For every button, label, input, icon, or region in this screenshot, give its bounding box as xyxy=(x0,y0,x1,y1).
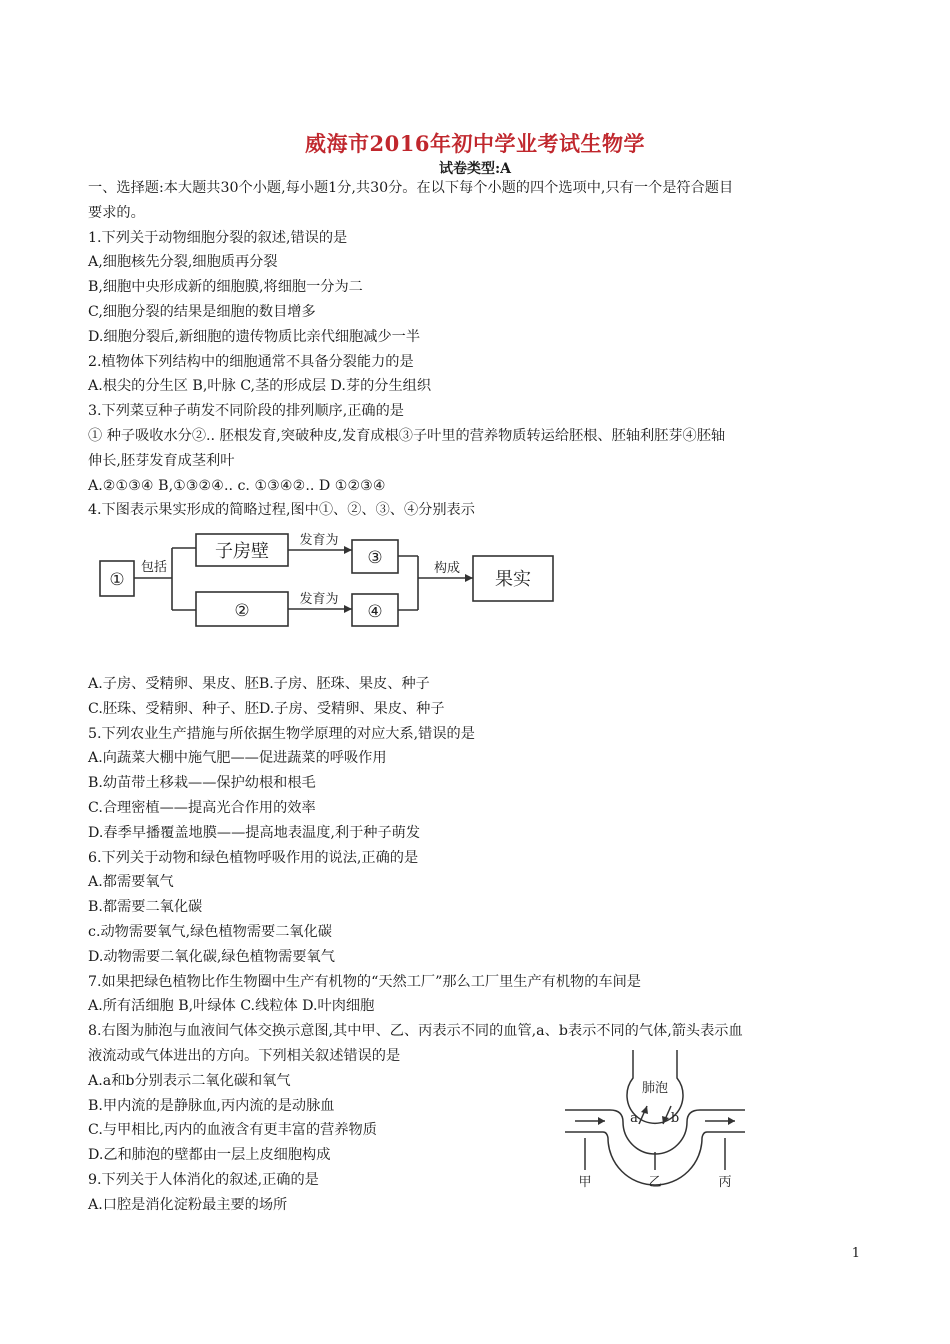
text-line: B.幼苗带土移栽——保护幼根和根毛 xyxy=(88,775,316,792)
edge-label-contains: 包括 xyxy=(140,560,168,575)
text-line: 3.下列菜豆种子萌发不同阶段的排列顺序,正确的是 xyxy=(88,403,404,420)
text-line: D.乙和肺泡的壁都由一层上皮细胞构成 xyxy=(88,1147,331,1164)
text-line: C.与甲相比,丙内的血液含有更丰富的营养物质 xyxy=(88,1122,377,1139)
text-line: 要求的。 xyxy=(88,204,145,221)
text-line: A.口腔是消化淀粉最主要的场所 xyxy=(88,1196,288,1213)
node-ovary-wall: 子房壁 xyxy=(215,541,269,562)
text-line: B,细胞中央形成新的细胞膜,将细胞一分为二 xyxy=(88,279,363,296)
questions-block-1 xyxy=(88,176,878,523)
vessel-bing-label: 丙 xyxy=(718,1175,732,1190)
text-line: 7.如果把绿色植物比作生物圈中生产有机物的“天然工厂”那么工厂里生产有机物的车间是 xyxy=(88,973,641,990)
text-line: 8.右图为肺泡与血液间气体交换示意图,其中甲、乙、丙表示不同的血管,a、b表示不同的气体,箭头表示血 xyxy=(88,1023,743,1040)
text-line: D.细胞分裂后,新细胞的遗传物质比亲代细胞减少一半 xyxy=(88,328,421,345)
text-line: A.a和b分别表示二氧化碳和氧气 xyxy=(88,1072,291,1089)
text-line: 液流动或气体进出的方向。下列相关叙述错误的是 xyxy=(88,1048,401,1064)
text-line: 4.下图表示果实形成的简略过程,图中①、②、③、④分别表示 xyxy=(88,502,475,519)
edge-label-develops-bottom: 发育为 xyxy=(299,592,339,607)
alveolus-gas-exchange-diagram xyxy=(555,1040,755,1200)
text-line: C.胚珠、受精卵、种子、胚D.子房、受精卵、果皮、种子 xyxy=(88,700,445,717)
alveolus-label: 肺泡 xyxy=(641,1081,669,1096)
text-line: 一、选择题:本大题共30个小题,每小题1分,共30分。在以下每个小题的四个选项中,只有一个是符合题目 xyxy=(88,180,734,196)
text-line: 9.下列关于人体消化的叙述,正确的是 xyxy=(88,1171,319,1188)
page-number: 1 xyxy=(851,1246,860,1261)
text-line: 伸长,胚芽发育成茎利叶 xyxy=(88,452,235,469)
node-2: ② xyxy=(234,601,250,621)
gas-b-label: b xyxy=(670,1111,680,1126)
text-line: 6.下列关于动物和绿色植物呼吸作用的说法,正确的是 xyxy=(88,849,419,866)
questions-block-2 xyxy=(88,672,878,1044)
text-line: D.春季早播覆盖地膜——提高地表温度,利于种子萌发 xyxy=(88,824,421,841)
edge-label-forms: 构成 xyxy=(433,561,461,576)
text-line: A.②①③④ B,①③②④.. c. ①③④②.. D ①②③④ xyxy=(88,477,386,494)
text-line: C.合理密植——提高光合作用的效率 xyxy=(88,799,316,816)
text-line: A.都需要氧气 xyxy=(88,874,174,891)
text-line: D.动物需要二氧化碳,绿色植物需要氧气 xyxy=(88,948,335,965)
fruit-formation-diagram xyxy=(95,528,565,648)
node-1: ① xyxy=(109,570,125,590)
text-line: 2.植物体下列结构中的细胞通常不具备分裂能力的是 xyxy=(88,353,414,370)
edge-label-develops-top: 发育为 xyxy=(299,533,339,548)
text-line: A.子房、受精卵、果皮、胚B.子房、胚珠、果皮、种子 xyxy=(88,676,430,692)
vessel-jia-label: 甲 xyxy=(578,1175,592,1190)
text-line: A.根尖的分生区 B,叶脉 C,茎的形成层 D.芽的分生组织 xyxy=(88,378,432,395)
text-line: 1.下列关于动物细胞分裂的叙述,错误的是 xyxy=(88,229,348,246)
questions-block-3 xyxy=(88,1044,878,1218)
text-line: B.甲内流的是静脉血,丙内流的是动脉血 xyxy=(88,1097,335,1114)
node-3: ③ xyxy=(367,548,383,568)
text-line: A.向蔬菜大棚中施气肥——促进蔬菜的呼吸作用 xyxy=(88,750,387,767)
exam-type: 试卷类型:A xyxy=(438,161,512,177)
node-fruit: 果实 xyxy=(495,569,531,590)
vessel-yi-label: 乙 xyxy=(648,1175,662,1190)
text-line: C,细胞分裂的结果是细胞的数目增多 xyxy=(88,303,316,320)
text-line: B.都需要二氧化碳 xyxy=(88,899,203,916)
text-line: c.动物需要氧气,绿色植物需要二氧化碳 xyxy=(88,923,332,940)
node-4: ④ xyxy=(367,602,383,622)
page-title: 威海市2016年初中学业考试生物学 xyxy=(305,131,645,156)
text-line: A.所有活细胞 B,叶绿体 C.线粒体 D.叶肉细胞 xyxy=(88,998,375,1015)
text-line: A,细胞核先分裂,细胞质再分裂 xyxy=(88,254,278,271)
text-line: 5.下列农业生产措施与所依据生物学原理的对应大系,错误的是 xyxy=(88,725,475,742)
gas-a-label: a xyxy=(630,1111,638,1126)
text-line: ① 种子吸收水分②.. 胚根发育,突破种皮,发育成根③子叶里的营养物质转运给胚根、胚轴利胚芽④胚轴 xyxy=(88,427,726,444)
